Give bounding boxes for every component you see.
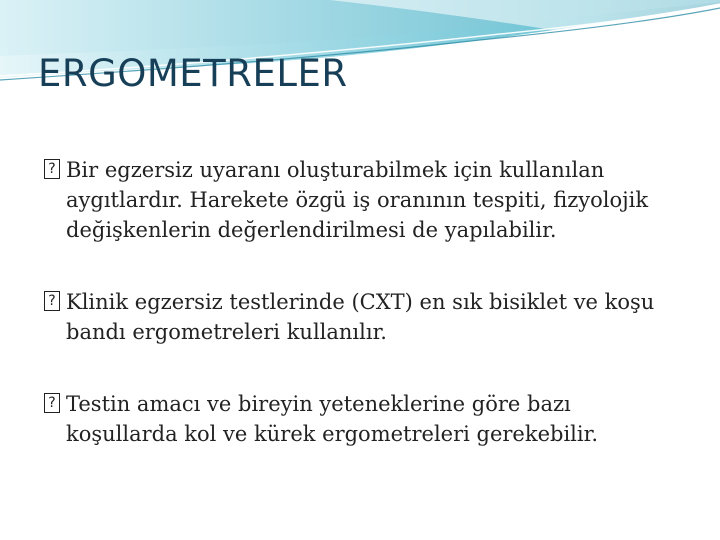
bullet-list — [44, 155, 684, 491]
missing-glyph-bullet-icon: ? — [44, 291, 60, 311]
missing-glyph-bullet-icon: ? — [44, 159, 60, 179]
missing-glyph-bullet-icon: ? — [44, 393, 60, 413]
bullet-text: Testin amacı ve bireyin yeteneklerine göre bazı koşullarda kol ve kürek ergometreleri gerekebilir. — [66, 392, 599, 446]
bullet-item — [44, 287, 684, 347]
bullet-text: Klinik egzersiz testlerinde (CXT) en sık bisiklet ve koşu bandı ergometreleri kullanılır. — [66, 290, 655, 344]
bullet-item — [44, 155, 684, 245]
bullet-text: Bir egzersiz uyaranı oluşturabilmek için kullanılan aygıtlardır. Harekete özgü iş oranının tespiti, fizyolojik değişkenlerin değerlendirilmesi de yapılabilir. — [66, 158, 649, 242]
bullet-item — [44, 389, 684, 449]
slide-title: ERGOMETRELER — [38, 52, 348, 95]
